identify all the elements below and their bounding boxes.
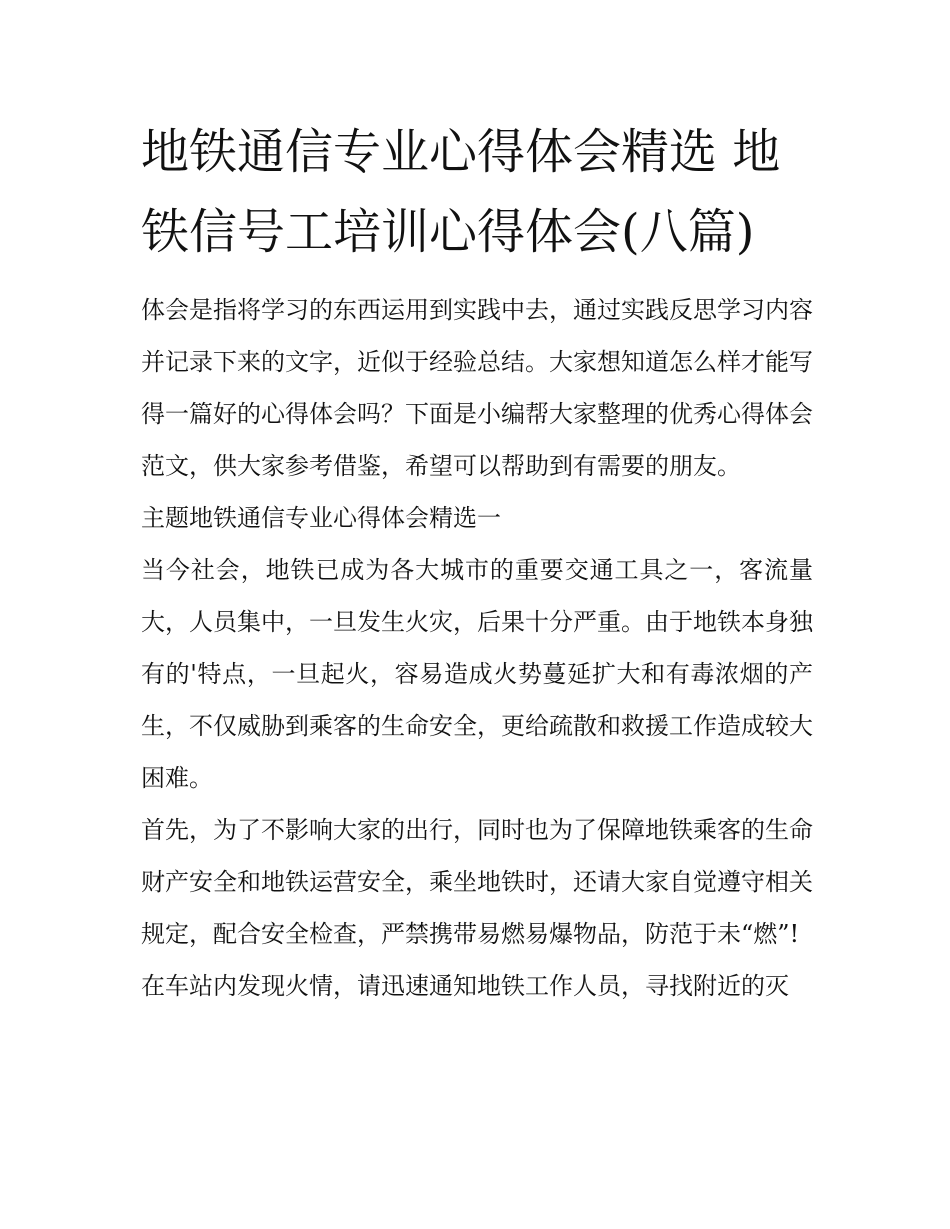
paragraph-background: 当今社会，地铁已成为各大城市的重要交通工具之一，客流量大，人员集中，一旦发生火灾，后果十分严重。由于地铁本身独有的'特点，一旦起火，容易造成火势蔓延扩大和有毒浓烟的产生，不仅威胁到乘客的生命安全，更给疏散和救援工作造成较大困难。: [141, 556, 813, 792]
paragraph-intro: 体会是指将学习的东西运用到实践中去，通过实践反思学习内容并记录下来的文字，近似于经验总结。大家想知道怎么样才能写得一篇好的心得体会吗？下面是小编帮大家整理的优秀心得体会范文，供大家参考借鉴，希望可以帮助到有需要的朋友。: [141, 296, 813, 480]
title-spacing: [141, 272, 813, 284]
paragraph-safety-rules: 首先，为了不影响大家的出行，同时也为了保障地铁乘客的生命财产安全和地铁运营安全，乘坐地铁时，还请大家自觉遵守相关规定，配合安全检查，严禁携带易燃易爆物品，防范于未“燃”!: [141, 816, 813, 948]
paragraph-fire-response: 在车站内发现火情，请迅速通知地铁工作人员，寻找附近的灭: [141, 972, 789, 1000]
document-title: 地铁通信专业心得体会精选 地铁信号工培训心得体会(八篇): [141, 124, 781, 260]
document-body: [141, 112, 813, 1012]
section-heading: 主题地铁通信专业心得体会精选一: [141, 504, 501, 532]
